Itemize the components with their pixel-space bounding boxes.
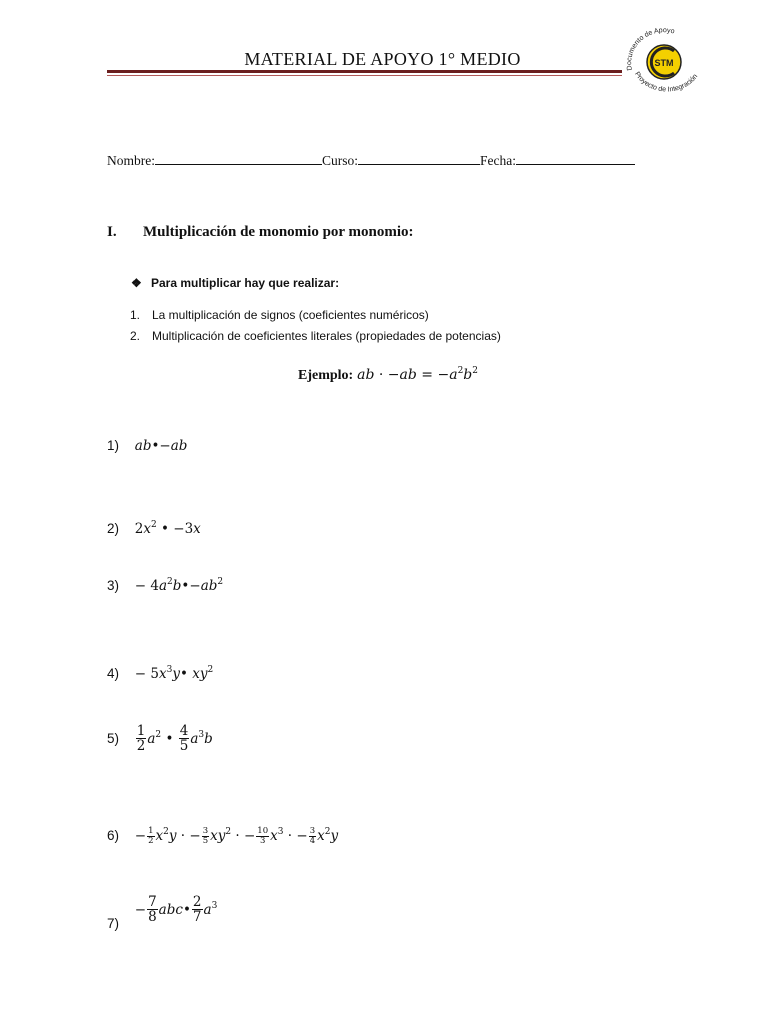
exercise-item — [107, 521, 201, 537]
course-field[interactable] — [358, 151, 480, 165]
exercise-expression: ab•−ab — [134, 438, 188, 454]
example-line — [298, 366, 478, 384]
diamond-bullet-icon: ❖ — [131, 276, 142, 290]
header-rule-accent — [107, 75, 622, 76]
step-text: Multiplicación de coeficientes literales (propiedades de potencias) — [152, 329, 501, 343]
instruction-bullet — [131, 276, 339, 290]
date-field[interactable] — [516, 151, 635, 165]
exercise-number: 5) — [107, 730, 120, 746]
exercise-number: 7) — [107, 915, 120, 931]
exercise-expression: − $\frac{1}{2}$ $x^2y$ · − $\frac{3}{5}$ $xy^2$ · − $\frac{10}{3}$ $x^3$ · − $\frac{3}{4}$ $x^2y$ — [134, 826, 339, 846]
step-item — [130, 308, 429, 322]
section-heading — [107, 224, 414, 241]
example-label: Ejemplo: — [298, 368, 354, 383]
step-number: 2. — [130, 329, 141, 343]
svg-text:Proyecto de Integración: Proyecto de Integración — [633, 70, 700, 94]
exercise-item — [107, 895, 217, 931]
exercise-expression: − $\frac{7}{8}$ abc• $\frac{2}{7}$ $a^3$ — [134, 894, 218, 926]
exercise-item — [107, 578, 223, 594]
exercise-expression: $\frac{1}{2}$ $a^2$ • $\frac{4}{5}$ $a^3b$ — [136, 723, 213, 755]
exercise-item — [107, 438, 187, 454]
name-label: Nombre: — [107, 153, 155, 168]
exercise-number: 6) — [107, 828, 120, 844]
exercise-number: 2) — [107, 521, 120, 536]
student-info-fields — [107, 151, 635, 169]
section-numeral: I. — [107, 224, 117, 240]
section-title: Multiplicación de monomio por monomio: — [143, 224, 414, 240]
date-label: Fecha: — [480, 153, 517, 168]
example-expression: ab · $-ab = -a^2b^2$ — [357, 366, 478, 383]
school-logo — [618, 26, 710, 96]
exercise-item — [107, 724, 213, 754]
step-number: 1. — [130, 308, 141, 322]
step-text: La multiplicación de signos (coeficientes numéricos) — [152, 308, 429, 322]
exercise-item — [107, 666, 213, 682]
exercise-number: 4) — [107, 666, 120, 681]
exercise-expression: − $5x^3y•$ $xy^2$ — [134, 665, 214, 682]
page-title: MATERIAL DE APOYO 1° MEDIO — [244, 49, 521, 69]
instruction-text: Para multiplicar hay que realizar: — [151, 276, 340, 290]
course-label: Curso: — [322, 153, 359, 168]
exercise-number: 1) — [107, 438, 120, 453]
name-field[interactable] — [155, 151, 322, 165]
exercise-expression: − $4a^2b•-ab^2$ — [134, 577, 224, 594]
exercise-expression: $2x^2$ • −3x — [134, 520, 201, 537]
svg-text:Documento de Apoyo: Documento de Apoyo — [626, 27, 676, 71]
header-rule — [107, 70, 622, 73]
step-item — [130, 329, 501, 343]
svg-text:STM: STM — [654, 58, 674, 68]
exercise-number: 3) — [107, 578, 120, 593]
exercise-item — [107, 827, 338, 846]
